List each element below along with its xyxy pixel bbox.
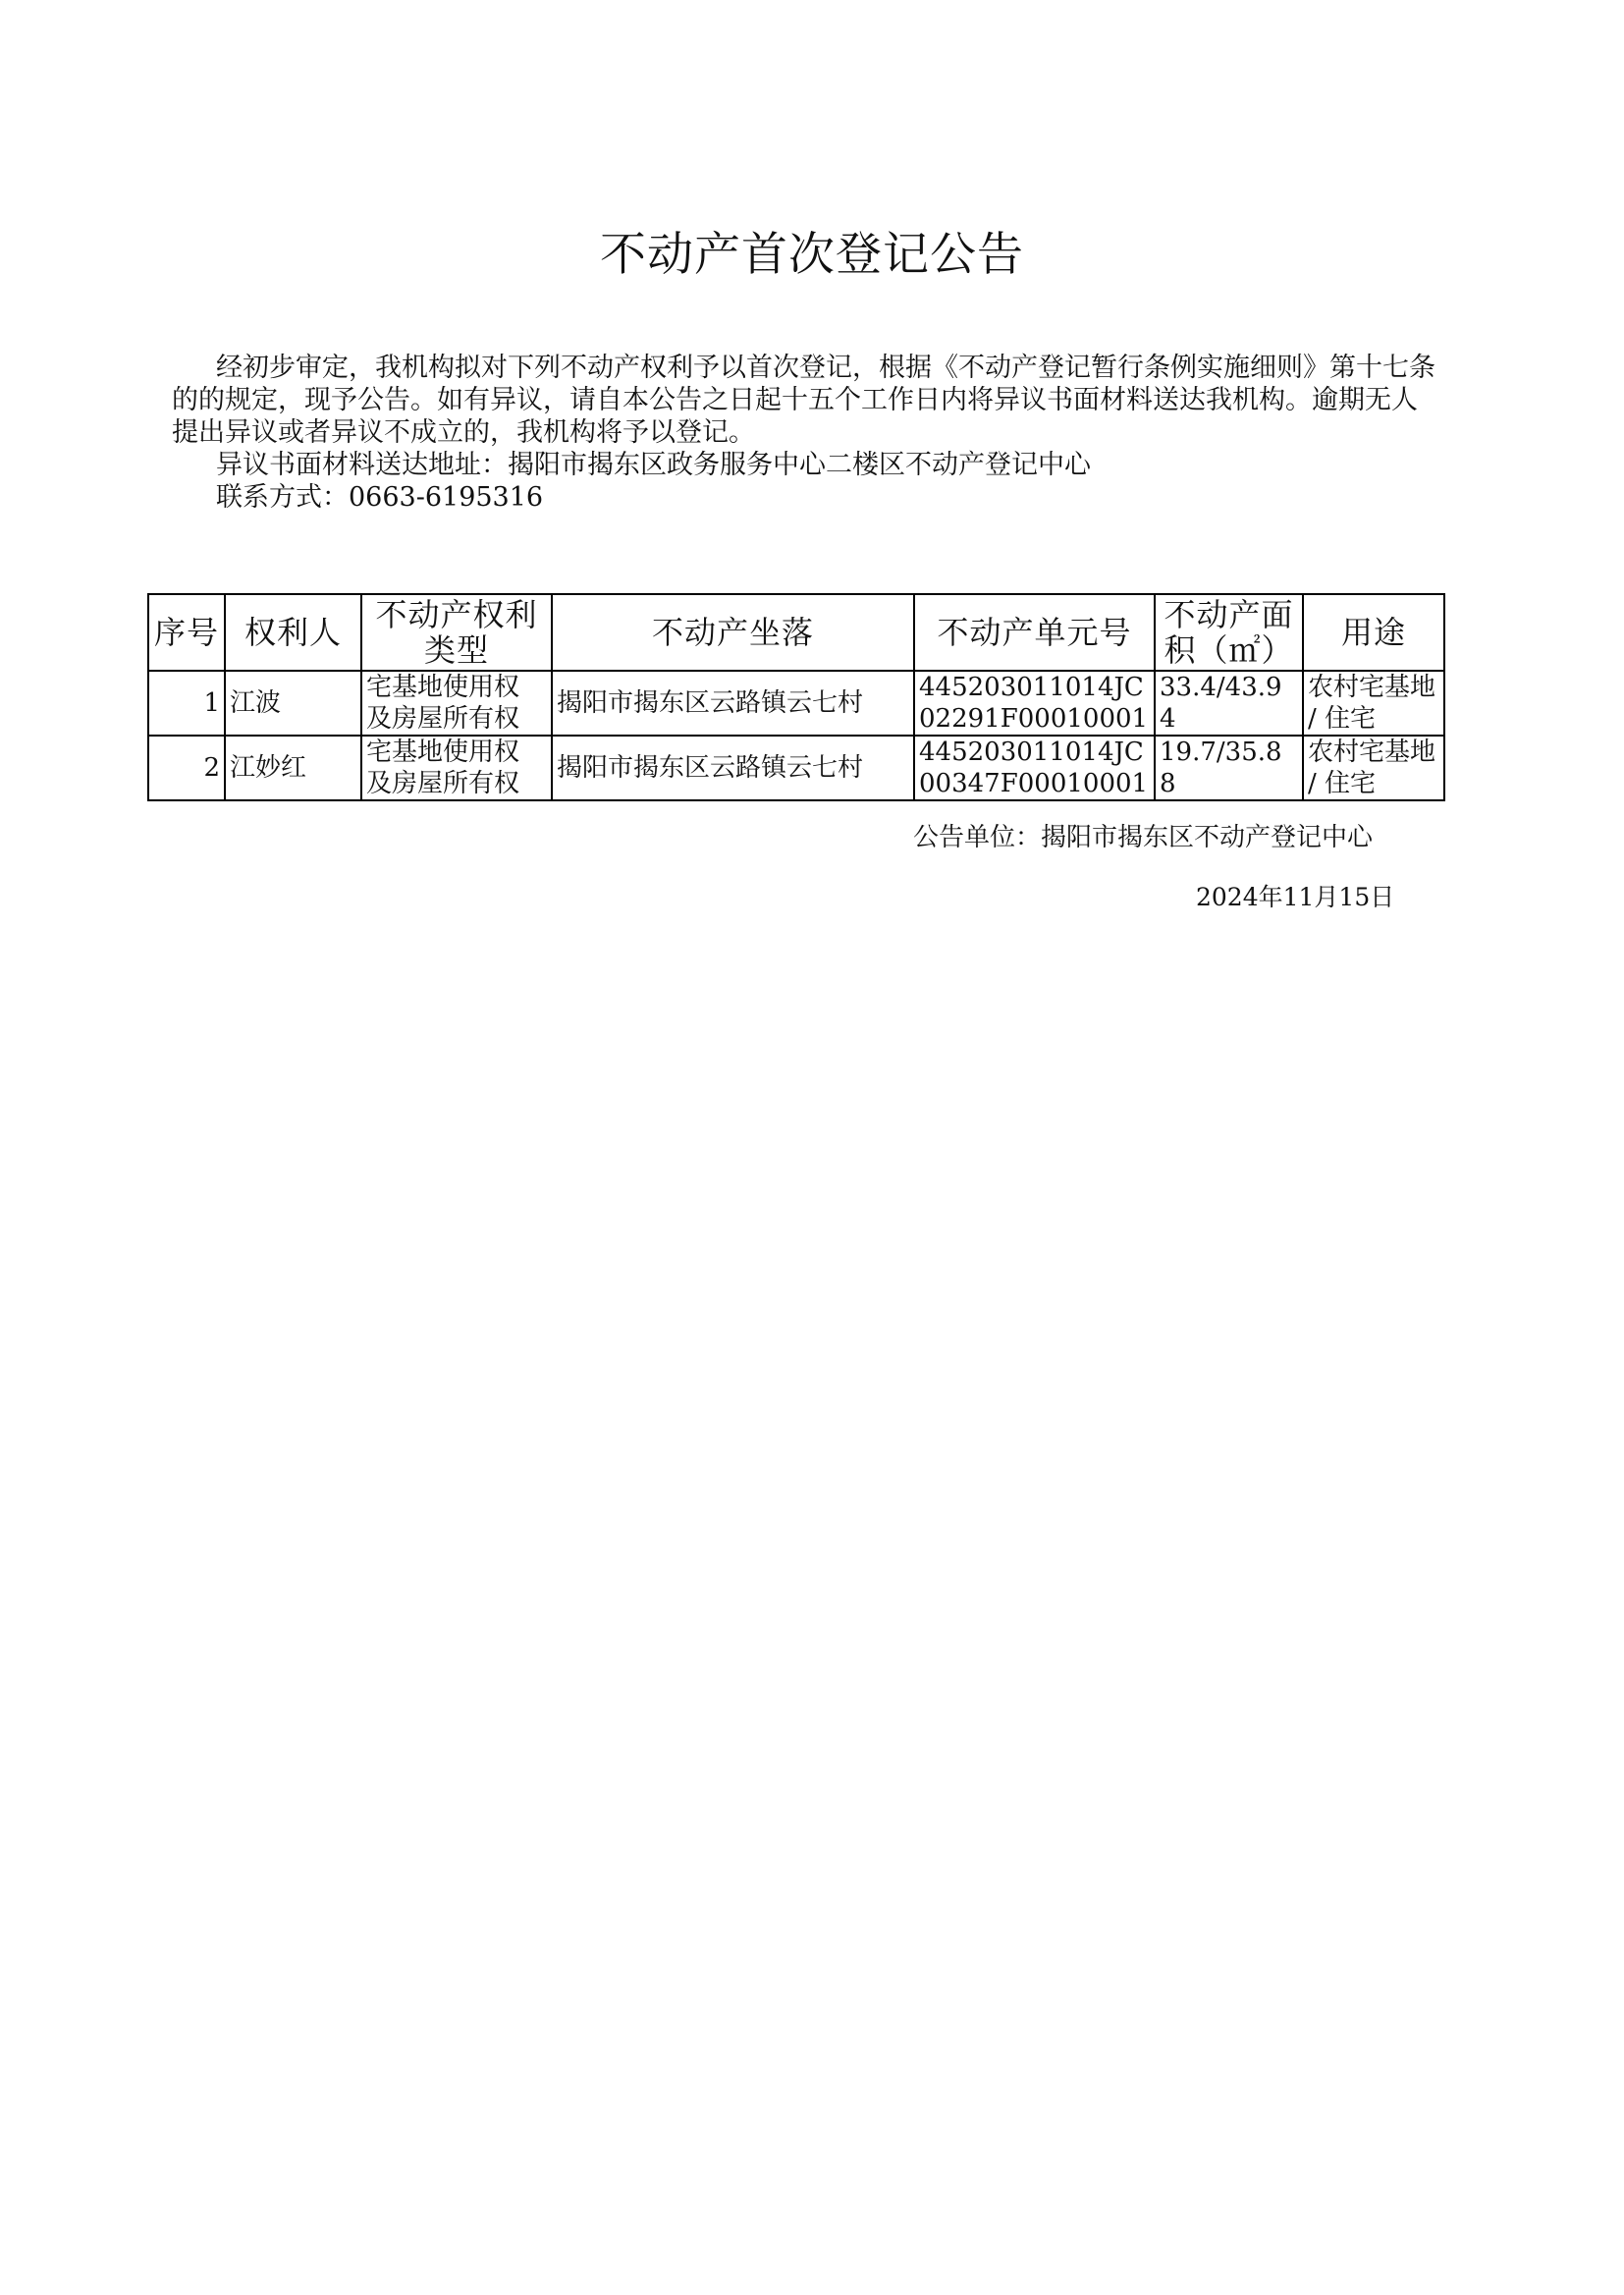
announcement-date: 2024年11月15日 [1196, 883, 1395, 911]
right-type-line: 宅基地使用权 [366, 738, 520, 767]
contact-info: 联系方式：0663-6195316 [216, 482, 544, 513]
cell-location: 揭阳市揭东区云路镇云七村 [552, 736, 914, 800]
cell-holder: 江妙红 [225, 736, 361, 800]
column-header-right-type: 不动产权利类型 [361, 594, 552, 671]
cell-usage: 农村宅基地 / 住宅 [1303, 736, 1444, 800]
column-header-usage: 用途 [1303, 594, 1444, 671]
column-header-location: 不动产坐落 [552, 594, 914, 671]
column-header-area: 不动产面积（㎡） [1155, 594, 1303, 671]
page-title: 不动产首次登记公告 [600, 228, 1024, 282]
registration-table [147, 593, 1445, 801]
table-row [148, 671, 1444, 736]
cell-usage: 农村宅基地 / 住宅 [1303, 671, 1444, 736]
cell-unit-no: 445203011014JC00347F00010001 [914, 736, 1155, 800]
cell-right-type [361, 671, 552, 736]
cell-area: 19.7/35.88 [1155, 736, 1303, 800]
right-type-line: 及房屋所有权 [366, 769, 520, 798]
column-header-seq: 序号 [148, 594, 225, 671]
table-row [148, 736, 1444, 800]
cell-seq: 1 [148, 671, 225, 736]
objection-address: 异议书面材料送达地址：揭阳市揭东区政务服务中心二楼区不动产登记中心 [216, 450, 1091, 480]
cell-area: 33.4/43.94 [1155, 671, 1303, 736]
intro-text [172, 352, 1438, 514]
right-type-line: 宅基地使用权 [366, 673, 520, 702]
cell-location: 揭阳市揭东区云路镇云七村 [552, 671, 914, 736]
cell-right-type [361, 736, 552, 800]
right-type-line: 及房屋所有权 [366, 704, 520, 734]
cell-seq: 2 [148, 736, 225, 800]
column-header-holder: 权利人 [225, 594, 361, 671]
cell-unit-no: 445203011014JC02291F00010001 [914, 671, 1155, 736]
cell-holder: 江波 [225, 671, 361, 736]
table-header-row [148, 594, 1444, 671]
issuing-unit: 公告单位：揭阳市揭东区不动产登记中心 [913, 823, 1374, 852]
column-header-unit-no: 不动产单元号 [914, 594, 1155, 671]
intro-paragraph: 经初步审定，我机构拟对下列不动产权利予以首次登记，根据《不动产登记暂行条例实施细则》第十七条的的规定，现予公告。如有异议，请自本公告之日起十五个工作日内将异议书面材料送达我机构。逾期无人提出异议或者异议不成立的，我机构将予以登记。 [172, 353, 1435, 448]
